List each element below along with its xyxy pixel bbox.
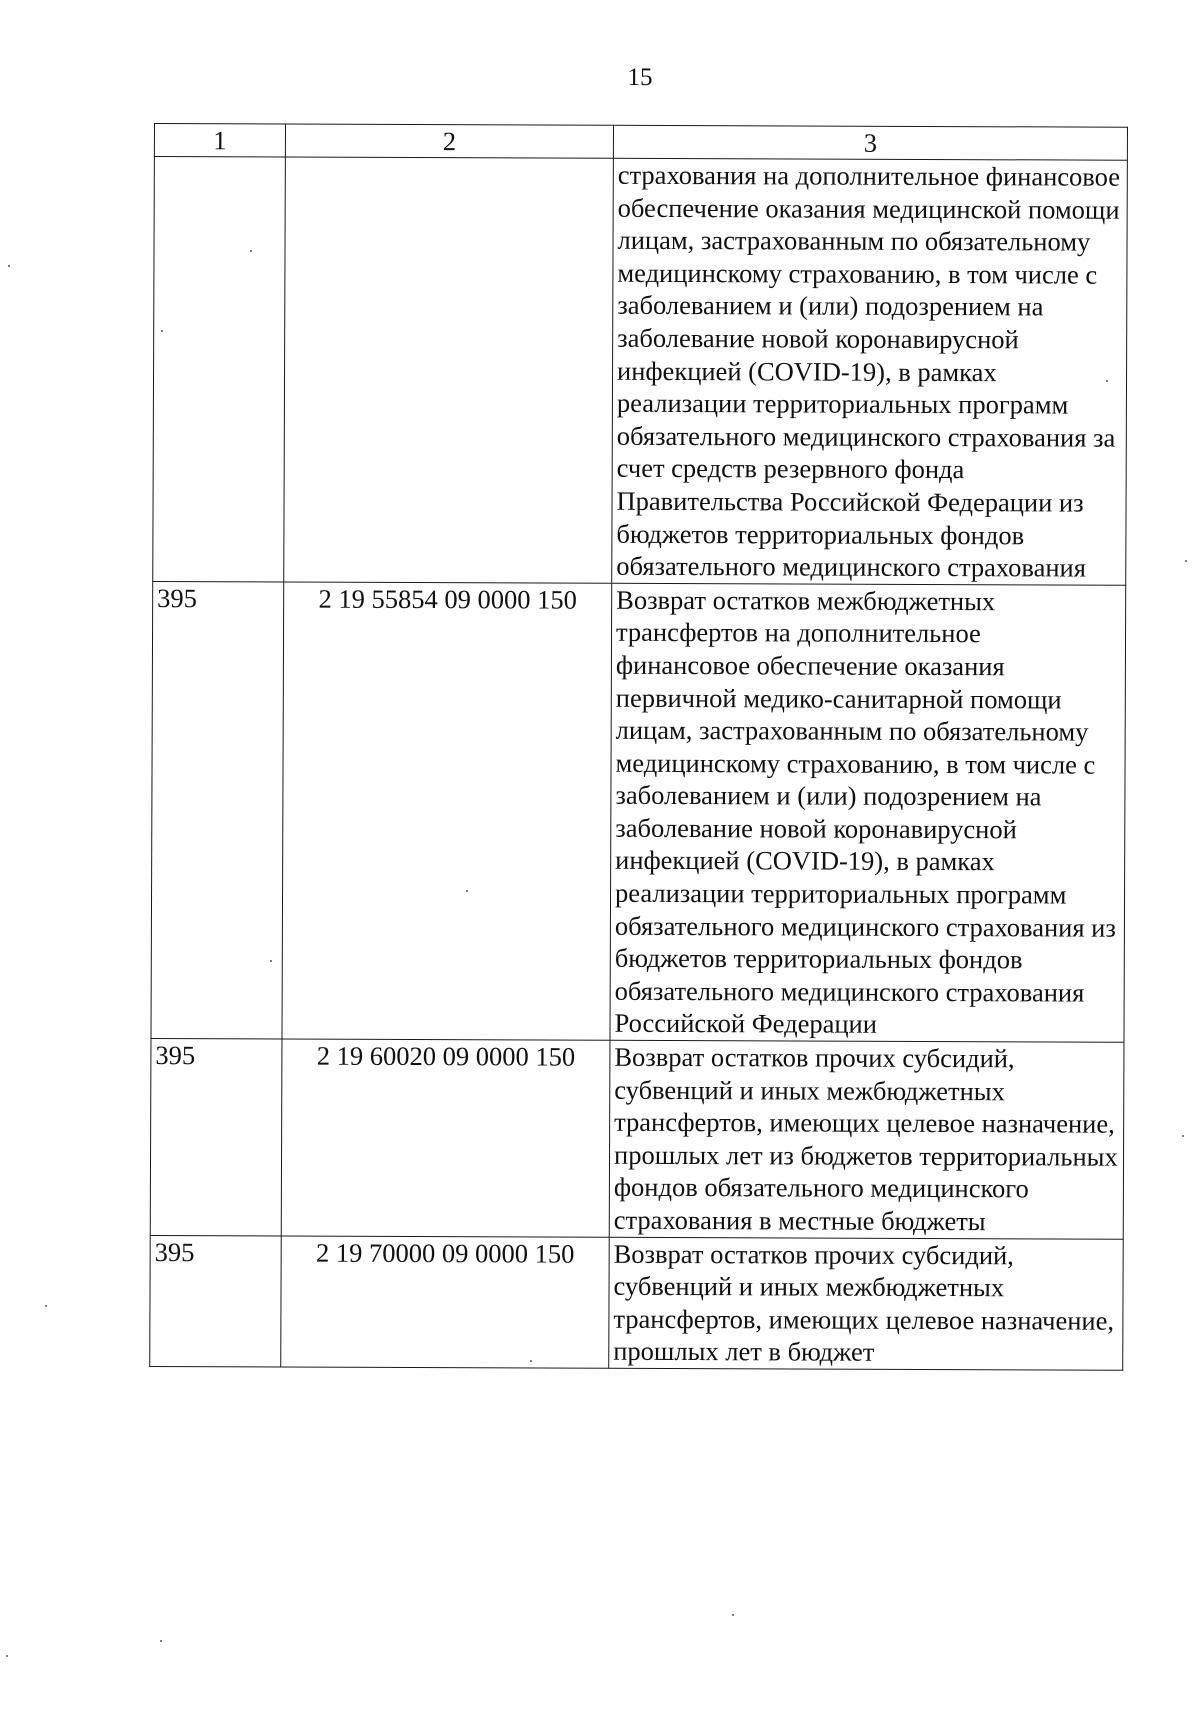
description-cell: Возврат остатков межбюджетных трансфертов на дополнительное финансовое обеспечение оказания первичной медико-санитарной помощи лицам, застрахованным по обязательному медицинскому страхованию, в том числе с заболеванием и (или) подозрением на заболевание новой коронавирусной инфекцией (COVID-19), в рамках реализации территориальных программ обязательного медицинского страхования из бюджетов территориальных фондов обязательного медицинского страхования Российской Федерации [610,583,1126,1042]
budget-code-cell: 2 19 70000 09 0000 150 [281,1236,610,1369]
table-row [151,581,1126,1042]
description-cell: Возврат остатков прочих субсидий, субвенций и иных межбюджетных трансфертов, имеющих целевое назначение, прошлых лет из бюджетов территориальных фондов обязательного медицинского страхования в местные бюджеты [609,1040,1124,1239]
admin-code-cell [153,157,286,582]
column-header-3: 3 [613,125,1127,160]
admin-code-cell: 395 [150,1039,282,1236]
column-header-1: 1 [154,124,285,158]
budget-code-cell: 2 19 55854 09 0000 150 [282,582,612,1041]
budget-code-cell [284,157,614,583]
table-row [150,1235,1123,1370]
page-number: 15 [627,64,653,91]
budget-code-table [149,123,1128,1371]
table-header-row [154,124,1127,161]
table-row [153,157,1128,585]
admin-code-cell: 395 [150,1235,282,1367]
admin-code-cell: 395 [151,581,284,1039]
column-header-2: 2 [285,124,613,158]
description-cell: Возврат остатков прочих субсидий, субвенций и иных межбюджетных трансфертов, имеющих целевое назначение, прошлых лет в бюджет [609,1237,1124,1370]
description-cell: страхования на дополнительное финансовое обеспечение оказания медицинской помощи лицам, застрахованным по обязательному медицинскому страхованию, в том числе с заболеванием и (или) подозрением на заболевание новой коронавирусной инфекцией (COVID-19), в рамках реализации территориальных программ обязательного медицинского страхования за счет средств резервного фонда Правительства Российской Федерации из бюджетов территориальных фондов обязательного медицинского страхования [612,158,1128,585]
table-row [150,1039,1124,1239]
budget-code-cell: 2 19 60020 09 0000 150 [281,1039,610,1237]
